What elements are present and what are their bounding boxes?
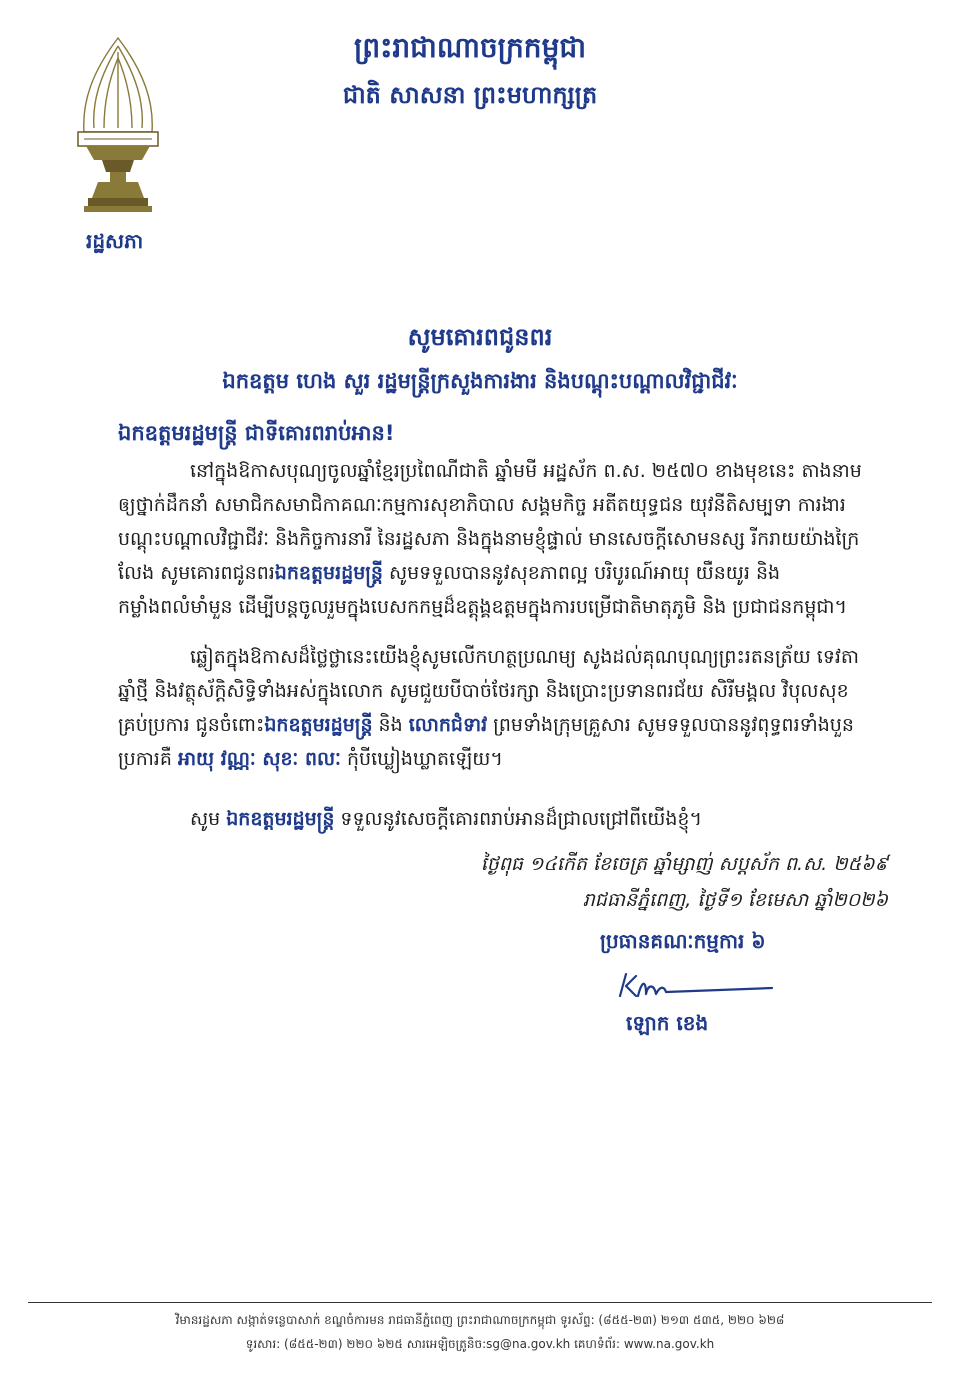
paragraph-2-spouse: លោកជំទាវ (408, 714, 488, 736)
footer-address: វិមានរដ្ឋសភា សង្កាត់ទន្លេបាសាក់ ខណ្ឌចំការមន រាជធានីភ្នំពេញ ព្រះរាជាណាចក្រកម្ពុជា ទូរស័ព្ទ: (៨៥៥-២៣) ២១៣ ៥៣៥, ២២០ ៦២៨ (175, 1313, 785, 1327)
paragraph-1 (118, 454, 864, 624)
kingdom-title: ព្រះរាជាណាចក្រកម្ពុជា (353, 31, 586, 64)
paragraph-2-text-after: ព្រមទាំងក្រុមគ្រួសារ សូមទទួលបាននូវពុទ្ធពរទាំងបួនប្រការគឺ (118, 714, 854, 770)
paragraph-1-text-before: នៅក្នុងឱកាសបុណ្យចូលឆ្នាំខ្មែរប្រពៃណីជាតិ ឆ្នាំមមី អដ្ឋស័ក ព.ស. ២៥៧០ ខាងមុខនេះ តាងនាមឲ្យថ្នាក់ដឹកនាំ សមាជិកសមាជិកាគណៈកម្មការសុខាភិបាល សង្គមកិច្ច អតីតយុទ្ធជន យុវនីតិសម្បទា ការងារ បណ្តុះបណ្តាលវិជ្ជាជីវៈ និងកិច្ចការនារី នៃរដ្ឋសភា និងក្នុងនាមខ្ញុំផ្ទាល់ មានសេចក្តីសោមនស្ស រីករាយយ៉ាងក្រៃលែង សូមគោរពជូនពរ (118, 460, 862, 584)
paragraph-2-text-before: ឆ្លៀតក្នុងឱកាសដ៏ថ្លៃថ្លានេះយើងខ្ញុំសូមលើកហត្ថប្រណម្យ សូងដល់គុណបុណ្យព្រះរតនត្រ័យ ទេវតាឆ្នាំថ្មី និងវត្ថុស័ក្តិសិទ្ធិទាំងអស់ក្នុងលោក សូមជួយបីបាច់ថែរក្សា និងប្រោះប្រទានពរជ័យ សិរីមង្គល វិបុលសុខគ្រប់ប្រការ ជូនចំពោះ (118, 646, 860, 736)
paragraph-1-recipient: ឯកឧត្តមរដ្ឋមន្ត្រី (274, 562, 383, 584)
paragraph-3-text-before: សូម (190, 808, 227, 830)
greeting-heading: សូមគោរពជូនពរ (407, 323, 553, 351)
paragraph-3-recipient: ឯកឧត្តមរដ្ឋមន្ត្រី (226, 808, 335, 830)
recipient-heading: ឯកឧត្តម ហេង សួរ រដ្ឋមន្ត្រីក្រសួងការងារ និងបណ្តុះបណ្តាលវិជ្ជាជីវៈ (222, 369, 738, 393)
salutation: ឯកឧត្តមរដ្ឋមន្ត្រី ជាទីគោរពរាប់អាន! (118, 421, 395, 445)
paragraph-2-blessings: អាយុ វណ្ណៈ សុខៈ ពលៈ (177, 748, 341, 770)
paragraph-2-recipient: ឯកឧត្តមរដ្ឋមន្ត្រី (264, 714, 373, 736)
paragraph-2-conjunction: និង (372, 714, 409, 736)
national-assembly-emblem-icon (72, 32, 164, 218)
paragraph-2-text-end: កុំបីឃ្លៀងឃ្លាតឡើយ។ (340, 748, 503, 770)
footer-divider (28, 1302, 932, 1303)
place-and-date: រាជធានីភ្នំពេញ, ថ្ងៃទី១ ខែមេសា ឆ្នាំ២០២៦ (582, 889, 888, 911)
paragraph-3-text-after: ទទួលនូវសេចក្តីគោរពរាប់អានដ៏ជ្រាលជ្រៅពីយើងខ្ញុំ។ (334, 808, 702, 830)
institution-name: រដ្ឋសភា (86, 229, 144, 253)
lunar-date: ថ្ងៃពុធ ១៤កើត ខែចេត្រ ឆ្នាំម្សាញ់ សប្តស័ក ព.ស. ២៥៦៩ (480, 853, 888, 875)
handwritten-signature (612, 966, 782, 1006)
paragraph-3 (118, 802, 864, 836)
signer-title: ប្រធានគណៈកម្មការ ៦ (600, 929, 766, 953)
paragraph-1-text-after: សូមទទួលបាននូវសុខភាពល្អ បរិបូរណ៍អាយុ យឺនយូរ និងកម្លាំងពលំមាំមួន ដើម្បីបន្តចូលរួមក្នុងបេសកកម្មដ៏ឧត្តុង្គឧត្តមក្នុងការបម្រើជាតិមាតុភូមិ និង ប្រជាជនកម្ពុជា។ (118, 562, 848, 618)
paragraph-2 (118, 640, 864, 776)
footer-contact: ទូរសារ: (៨៥៥-២៣) ២២០ ៦២៥ សារអេឡិចត្រូនិច:sg@na.gov.kh គេហទំព័រ: www.na.gov.kh (245, 1337, 715, 1351)
national-motto: ជាតិ សាសនា ព្រះមហាក្សត្រ (342, 81, 598, 109)
signer-name: ឡោក ខេង (626, 1011, 709, 1035)
